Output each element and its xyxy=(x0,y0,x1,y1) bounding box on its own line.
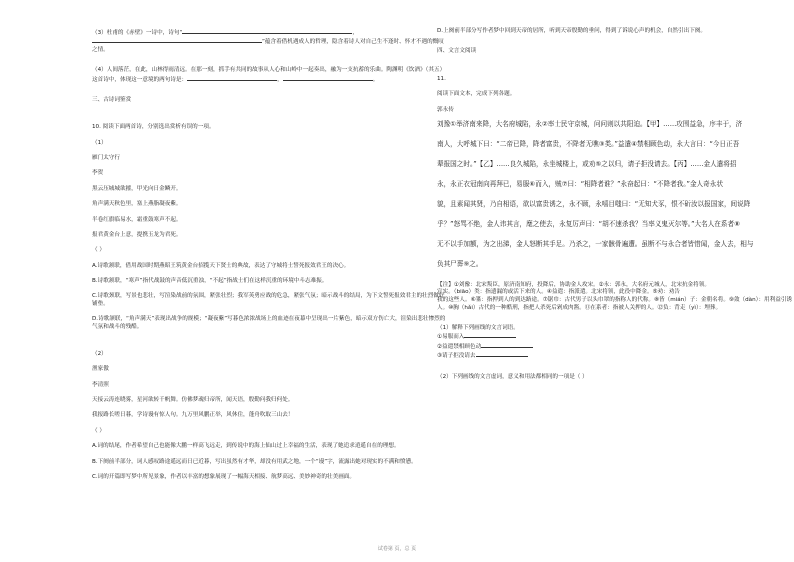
poem2-title: 渔家傲 xyxy=(92,366,109,373)
answer-paren: （ ） xyxy=(92,247,105,254)
sub-question-1: （1）解释下列画线的文言词语。 xyxy=(437,325,519,332)
passage-title: 郭永传 xyxy=(437,106,454,113)
reading-intro: 阅读下面文本，完成下列各题。 xyxy=(437,91,516,98)
option-d: D.上阕前半部分写作者梦中回到天帝的居所，听到天帝殷勤的垂问，得到了诉说心声的机会，自然引出下阕。 xyxy=(437,28,706,34)
option-b: B.下阕前半部分，词人感叹路途遥远而日已近暮，写出虽然有才华，却没有用武之地，一个“谩”字，流露出她对现实的不满和愤懑。 xyxy=(92,458,417,465)
option-a: A.诗歌颔联，借用战国时期燕昭王筑黄金台招揽天下贤士的典故，表达了守城将士誓死报效君王的决心。 xyxy=(92,262,350,269)
poem-line: 黑云压城城欲摧，甲光向日金鳞开。 xyxy=(92,185,182,192)
answer-blank[interactable] xyxy=(187,75,277,81)
option-b: B.诗歌颔联，“寒声”指代战鼓的声音低沉重浊，“不起”指战士们在这样沉重的环境中斗志难振。 xyxy=(92,278,328,284)
poem-line: 我报路长嗟日暮，学诗谩有惊人句。九万里风鹏正举，风休住，蓬舟吹取三山去！ xyxy=(92,412,294,419)
poem1-author: 李贺 xyxy=(92,170,104,177)
option-c: C.词的开篇即写梦中所见景象，作者以丰富的想象展现了一幅海天相接、航梦高远、美妙神奇的壮美画面。 xyxy=(92,473,355,480)
sub-item: ③请子拒没请去 xyxy=(437,351,793,360)
poem2-number: （2） xyxy=(92,350,107,357)
notes-heading: 【注】①刘豫：北宋叛臣，原济南知府，投降后，协助金人攻宋。②永：郭永，大名府元城人，北宋抗金将领。 xyxy=(437,281,710,288)
option-d: D.诗歌颔联，“角声满天”表现出战争的规模；“凝夜紫”写暮色浓浓战场上的血迹在夜幕中呈现出一片紫色，暗示双方伤亡大，渲染出悲壮惨烈的气氛和战斗的残酷。 xyxy=(92,316,446,330)
question-10: 10. 阅读下面两首诗，分别选出赏析有误的一项。 xyxy=(92,124,215,131)
passage-line: 辈报国之时。”【乙】……良久城陷，永坐城楼上，或劝⑤之以归，请子拒没请去。【丙】……金人遣将招 xyxy=(437,159,737,168)
answer-blank[interactable] xyxy=(464,332,516,338)
answer-paren: （ ） xyxy=(92,427,105,434)
poem-line: 角声满天秋色里，塞上燕脂凝夜紫。 xyxy=(92,201,182,208)
answer-blank[interactable] xyxy=(182,28,352,34)
section-heading: 三、古诗词鉴赏 xyxy=(92,96,132,103)
poem-line: 天接云涛连晓雾，星河欲转千帆舞。仿佛梦魂归帝所，闻天语，殷勤问我归何处。 xyxy=(92,397,294,403)
passage-line: 无不以手加额，为之出涕，金人怒断其手足。乃杀之，一家骸骨遍遭。虽断不与永合者皆惜闻，金人去，相与 xyxy=(437,239,754,248)
sub-item: ①易服而入 xyxy=(437,332,793,341)
poem-line: 半卷红旗临易水，霜重鼓寒声不起。 xyxy=(92,216,182,223)
poem1-title: 雁门太守行 xyxy=(92,155,120,161)
passage-line: 负其尸葬⑨之。 xyxy=(437,259,483,268)
passage-line: 貌，且素闻其贤，乃自相语，欲以富贵诱之，永不顾，永嘻目嗤曰：“无知犬豕，恨不斫汝以报国家，间说降 xyxy=(437,199,751,208)
question-11: 11. xyxy=(437,75,446,82)
poem1-number: （1） xyxy=(92,139,107,146)
passage-line: 刘豫①举济南来降，大名府城陷，永②率士民守京城，问问则以共阳迫。【甲】……攻围益急，序丰于，济 xyxy=(437,119,743,128)
right-column xyxy=(437,28,793,381)
poem-line: 报君黄金台上意，提携玉龙为君死。 xyxy=(92,231,182,238)
sub-question-2: （2）下列画线的文言虚词，意义和用法都相同的一项是（ ） xyxy=(437,373,588,380)
poem2-author: 李清照 xyxy=(92,381,109,388)
question-3: （3）杜甫的《赤壁》一诗中，诗句“ ，”蕴含着借机遇成人的哲理，隐含着诗人对自己生不逢时、怀才不遇的慨叹之情。 xyxy=(92,30,444,53)
sub-item: ②益遣禁相顾色动 xyxy=(437,342,793,351)
passage-line: 永，永正衣冠南向再拜已，易服⑥而入，贼⑦曰：“相降者谁？”永奋起曰：“不降者我。”金人奇永状 xyxy=(437,179,723,188)
left-column xyxy=(92,28,448,481)
page-footer: 试卷第 页，总 页 xyxy=(377,546,417,552)
option-a: A.词的结尾，作者希望自己也能像大鹏一样高飞远走，到传说中的海上仙山过上幸福的生活，表现了她追求逍遥自在的理想。 xyxy=(92,443,400,450)
answer-blank[interactable] xyxy=(283,75,373,81)
question-4: （4）人间落茫，在此，山林得雨清远。在那一刻，抓手有共同的故事从人心和山岭中一起奏出，融为一支抗蓄的乐曲。陶渊明《饮酒》（其五）这首诗中，体现这一意境的两句诗是： ， 。 xyxy=(92,67,446,83)
note-line: 我的这些人。⑥箠：指押到人的到达路途。⑦锯巾：古代男子以头巾罩的指称人的代称。⑧皆（mián）子：金朝名将。⑨敛（dàn）：用利益引诱人。⑩胸（hǎi）古代的一种酷刑，指把人杀死后剁成肉酱。⑪在系者：指被人关押的人。⑫负：背走（yì）：埋葬。 xyxy=(437,296,793,311)
passage-line: 乎？”怒骂不绝，金人讳其言，麾之使去，永复厉声曰：“胡不速杀我？当率义鬼灭尔等。”大名人在系者⑧ xyxy=(437,219,740,228)
passage-line: 南人，大呼城下曰：“二帝已降，降者富贵，不降者无噍③类。”益遣④禁相顾色动，永大言曰：“今日正吾 xyxy=(437,139,740,148)
section-heading: 四、文言文阅读 xyxy=(437,48,477,55)
note-line: 宣实。（biāo）类：指遗漏的或活下来的人。④益遣：指派遣。北宋将领，此役中降金。⑤劝：劝告 xyxy=(437,289,680,296)
answer-blank[interactable] xyxy=(481,342,533,348)
answer-blank[interactable] xyxy=(476,351,528,357)
answer-blank[interactable] xyxy=(92,37,262,43)
option-c: C.诗歌颈联，写景也悲壮，写渲染战前的氛围，紧张壮烈；我军英勇应战的危急，紧张气氛；暗示战斗的结局，为下文誓死报效君主的壮烈做好铺垫。 xyxy=(92,293,445,307)
